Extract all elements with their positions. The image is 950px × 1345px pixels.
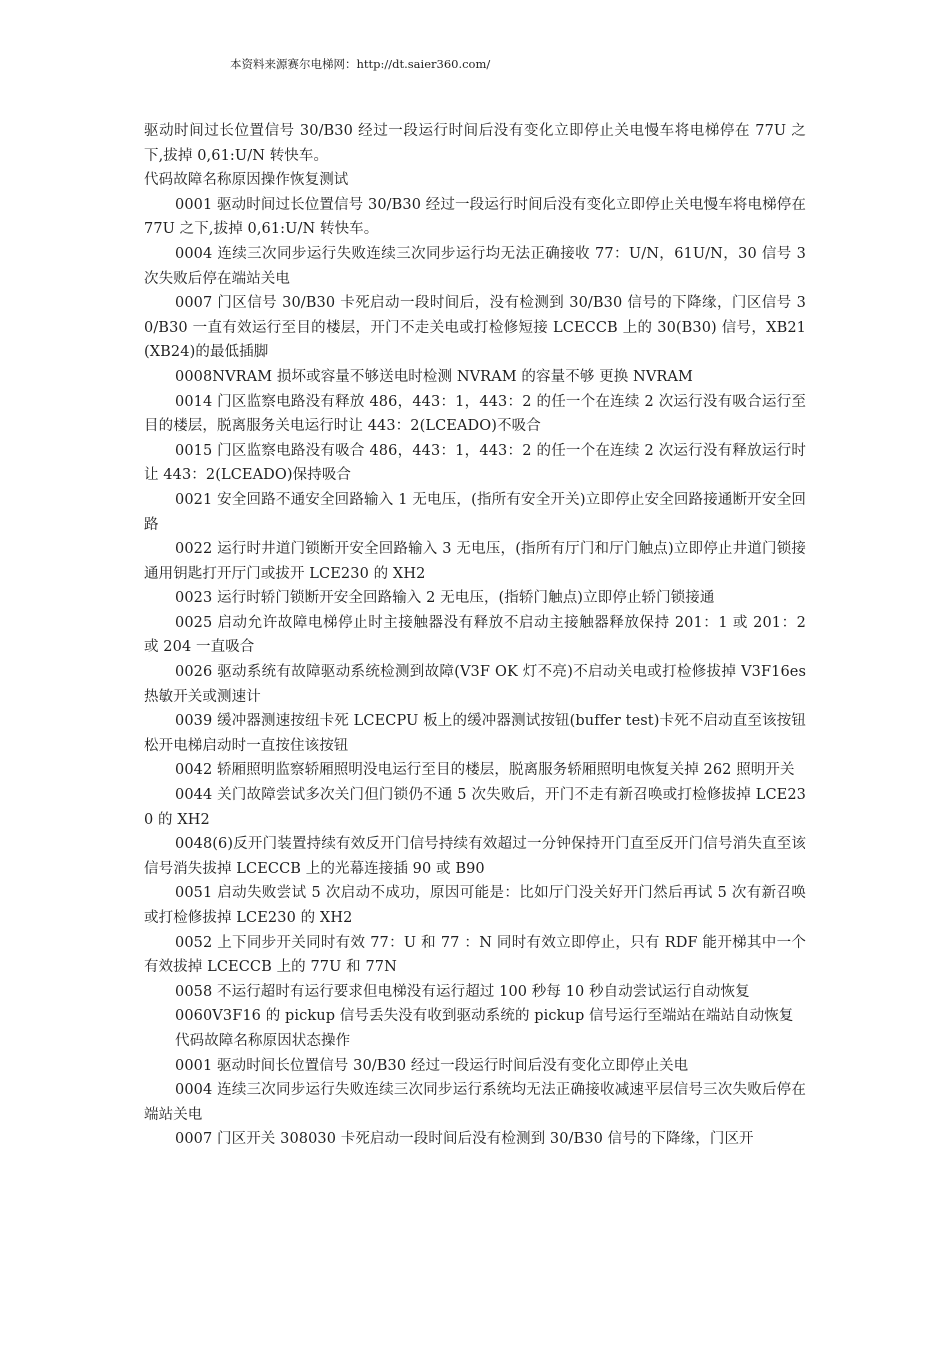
- paragraph: 0048(6)反开门装置持续有效反开门信号持续有效超过一分钟保持开门直至反开门信号消失直至该信号消失拔掉 LCECCB 上的光幕连接插 90 或 B90: [144, 836, 806, 877]
- paragraph: 0052 上下同步开关同时有效 77：U 和 77 ：N 同时有效立即停止，只有 RDF 能开梯其中一个有效拔掉 LCECCB 上的 77U 和 77N: [144, 934, 806, 976]
- paragraph: 代码故障名称原因操作恢复测试: [144, 172, 349, 189]
- paragraph: 0060V3F16 的 pickup 信号丢失没有收到驱动系统的 pickup 信号运行至端站在端站自动恢复: [175, 1008, 794, 1025]
- paragraph: 0042 轿厢照明监察轿厢照明没电运行至目的楼层，脱离服务轿厢照明电恢复关掉 262 照明开关: [175, 762, 795, 779]
- paragraph: 0004 连续三次同步运行失败连续三次同步运行系统均无法正确接收减速平层信号三次失败后停在端站关电: [144, 1082, 806, 1123]
- paragraph: 0004 连续三次同步运行失败连续三次同步运行均无法正确接收 77：U/N，61U/N，30 信号 3 次失败后停在端站关电: [144, 245, 806, 287]
- paragraph: 代码故障名称原因状态操作: [175, 1032, 351, 1049]
- paragraph: 驱动时间过长位置信号 30/B30 经过一段运行时间后没有变化立即停止关电慢车将电梯停在 77U 之下,拔掉 0,61:U/N 转快车。: [144, 123, 806, 164]
- paragraph: 0058 不运行超时有运行要求但电梯没有运行超过 100 秒每 10 秒自动尝试运行自动恢复: [175, 983, 750, 1000]
- paragraph: 0044 关门故障尝试多次关门但门锁仍不通 5 次失败后，开门不走有新召唤或打检修拔掉 LCE230 的 XH2: [144, 787, 806, 828]
- paragraph: 0022 运行时井道门锁断开安全回路输入 3 无电压，(指所有厅门和厅门触点)立即停止井道门锁接通用钥匙打开厅门或拔开 LCE230 的 XH2: [144, 541, 806, 582]
- paragraph: 0025 启动允许故障电梯停止时主接触器没有释放不启动主接触器释放保持 201：1 或 201：2 或 204 一直吸合: [144, 614, 806, 656]
- paragraph: 0014 门区监察电路没有释放 486，443：1，443：2 的任一个在连续 2 次运行没有吸合运行至目的楼层，脱离服务关电运行时让 443：2(LCEADO)不吸合: [144, 393, 806, 435]
- paragraph: 0051 启动失败尝试 5 次启动不成功，原因可能是：比如厅门没关好开门然后再试 5 次有新召唤或打检修拔掉 LCE230 的 XH2: [144, 885, 806, 926]
- paragraph: 0039 缓冲器测速按纽卡死 LCECPU 板上的缓冲器测试按钮(buffer test)卡死不启动直至该按钮松开电梯启动时一直按住该按钮: [144, 713, 806, 754]
- paragraph: 0008NVRAM 损坏或容量不够送电时检测 NVRAM 的容量不够 更换 NVRAM: [175, 368, 693, 385]
- document-body: [144, 119, 806, 1152]
- paragraph: 0026 驱动系统有故障驱动系统检测到故障(V3F OK 灯不亮)不启动关电或打检修拔掉 V3F16es 热敏开关或测速计: [144, 664, 806, 705]
- paragraph: 0021 安全回路不通安全回路输入 1 无电压，(指所有安全开关)立即停止安全回路接通断开安全回路: [144, 491, 806, 533]
- paragraph: 0023 运行时轿门锁断开安全回路输入 2 无电压，(指轿门触点)立即停止轿门锁接通: [175, 590, 715, 607]
- paragraph: 0001 驱动时间过长位置信号 30/B30 经过一段运行时间后没有变化立即停止关电慢车将电梯停在 77U 之下,拔掉 0,61:U/N 转快车。: [144, 196, 806, 238]
- page-header-source: 本资料来源赛尔电梯网：http://dt.saier360.com/: [230, 57, 491, 71]
- paragraph: 0007 门区信号 30/B30 卡死启动一段时间后，没有检测到 30/B30 信号的下降缘，门区信号 30/B30 一直有效运行至目的楼层，开门不走关电或打检修短接 LCECCB 上的 30(B30) 信号，XB21(XB24)的最低插脚: [144, 295, 806, 361]
- paragraph: 0015 门区监察电路没有吸合 486，443：1，443：2 的任一个在连续 2 次运行没有释放运行时让 443：2(LCEADO)保持吸合: [144, 442, 806, 484]
- paragraph: 0007 门区开关 308030 卡死启动一段时间后没有检测到 30/B30 信号的下降缘，门区开: [175, 1131, 754, 1148]
- paragraph: 0001 驱动时间长位置信号 30/B30 经过一段运行时间后没有变化立即停止关电: [175, 1057, 689, 1074]
